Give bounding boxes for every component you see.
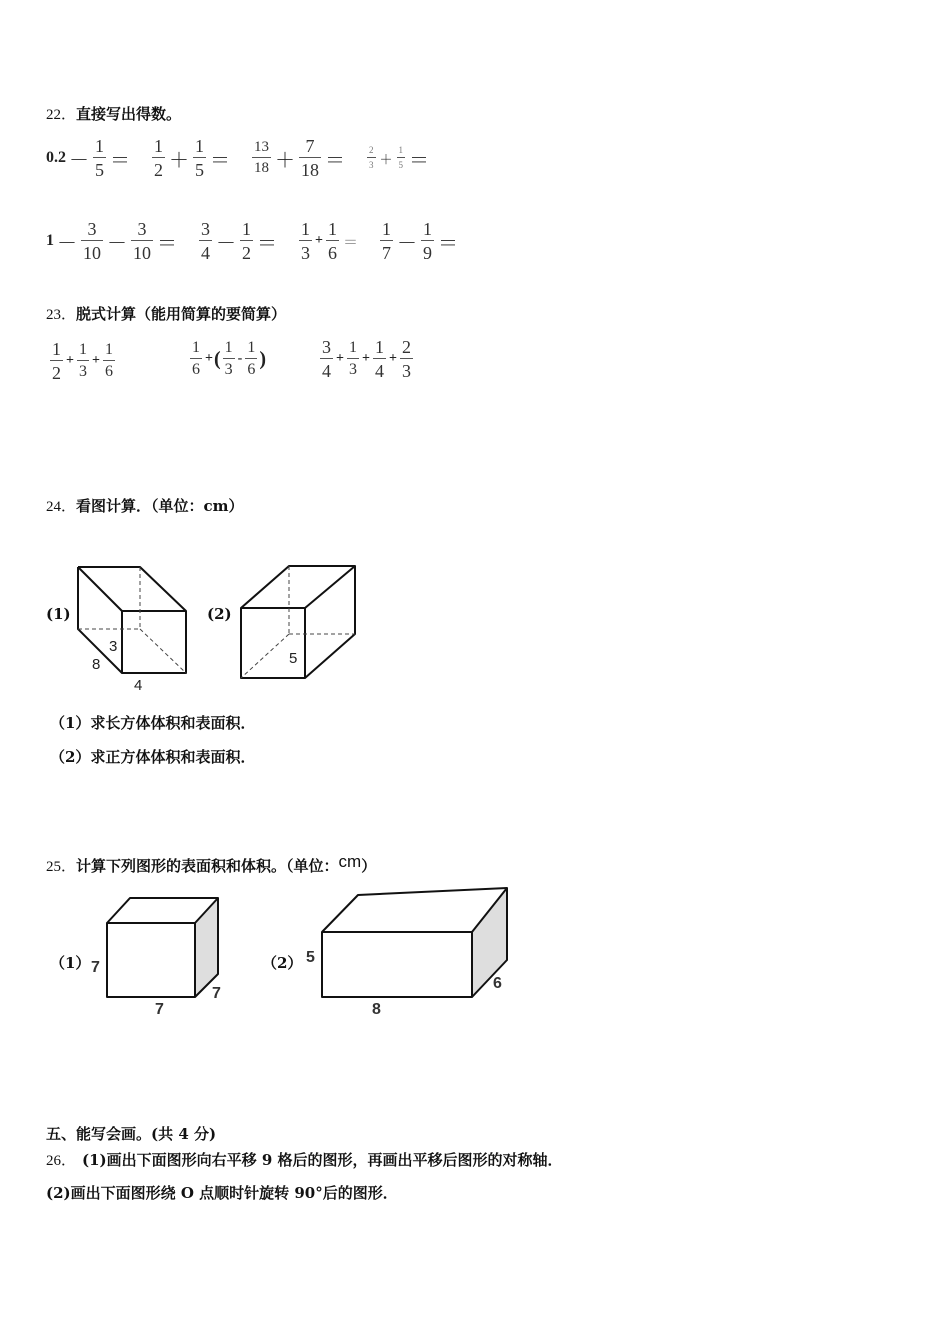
- fraction: $\frac{1}{3}$: [348, 339, 357, 378]
- equals: ＝: [210, 149, 230, 172]
- cube-solid-edges: [241, 566, 355, 678]
- dim-width: 6: [493, 975, 502, 992]
- equals: ＝: [438, 232, 458, 255]
- fraction: $\frac{1}{6}$: [247, 339, 256, 378]
- dim-width: 8: [92, 656, 101, 673]
- q26-line1: [46, 1149, 563, 1170]
- fraction: $\frac{1}{3}$: [78, 341, 87, 380]
- lead-number: 0.2: [46, 149, 66, 166]
- paren-left: (: [213, 347, 221, 370]
- q23-expr-3: [318, 338, 415, 380]
- q26-number: 26．: [46, 1153, 77, 1169]
- fraction: $\frac{1}{2}$: [52, 339, 61, 383]
- fraction: $\frac{1}{3}$: [224, 339, 233, 378]
- operator: －: [57, 232, 77, 255]
- dim-edge: 5: [289, 650, 298, 667]
- q23-expr-1: [48, 340, 117, 382]
- q25-title: [46, 852, 377, 876]
- q22-item-6: [197, 220, 279, 262]
- q24-title-text: 看图计算．（单位：cm）: [76, 497, 244, 515]
- operator: +: [315, 233, 323, 248]
- dim-height: 5: [306, 949, 315, 966]
- q22-item-1: [46, 137, 132, 179]
- q22-item-8: [378, 220, 460, 262]
- operator: ＋: [275, 149, 295, 172]
- q23-number: 23．: [46, 307, 77, 323]
- operator: ＋: [379, 151, 393, 167]
- fraction: $\frac{1}{3}$: [301, 219, 310, 263]
- operator: －: [107, 232, 127, 255]
- q24-sub2: （2）求正方体体积和表面积．: [50, 748, 256, 766]
- q25-fig2-label: （2）: [262, 954, 303, 972]
- q24-title: [46, 495, 244, 516]
- operator: +: [205, 351, 213, 366]
- q26-line1-text: (1)画出下面图形向右平移 9 格后的图形，再画出平移后图形的对称轴．: [82, 1151, 563, 1169]
- q26-line2: (2)画出下面图形绕 O 点顺时针旋转 90°后的图形．: [46, 1184, 398, 1202]
- q25-close: ）: [361, 857, 377, 875]
- q25-title-text: 计算下列图形的表面积和体积。（单位：: [76, 857, 339, 875]
- dim-length: 7: [155, 1001, 164, 1018]
- fraction: $\frac{1}{2}$: [154, 136, 163, 180]
- q25-cuboid-figure: [300, 880, 525, 1020]
- fraction: $\frac{3}{4}$: [201, 219, 210, 263]
- q22-item-4: [365, 144, 431, 173]
- operator: +: [66, 353, 74, 368]
- q25-unit: cm: [338, 852, 362, 871]
- fraction: $\frac{1}{9}$: [423, 219, 432, 263]
- q22-row2: [46, 220, 478, 262]
- equals: ＝: [342, 234, 358, 251]
- q22-title-text: 直接写出得数。: [76, 105, 182, 123]
- q23-expr-2: [188, 340, 266, 378]
- q22-row1: [46, 137, 449, 179]
- operator: -: [237, 351, 243, 366]
- q24-sub1: （1）求长方体体积和表面积．: [50, 714, 256, 732]
- operator: －: [216, 232, 236, 255]
- operator: －: [69, 149, 89, 172]
- fraction: $\frac{3}{10}$: [83, 219, 101, 263]
- q22-item-2: [150, 137, 232, 179]
- equals: ＝: [409, 149, 430, 172]
- dim-length: 4: [134, 677, 143, 694]
- fraction: $\frac{7}{18}$: [301, 136, 319, 180]
- fraction: $\frac{1}{5}$: [95, 136, 104, 180]
- fraction: $\frac{3}{4}$: [322, 337, 331, 381]
- fraction: $\frac{1}{2}$: [242, 219, 251, 263]
- q23-title-text: 脱式计算（能用简算的要简算）: [76, 305, 287, 323]
- q25-number: 25．: [46, 859, 77, 875]
- q25-cube-figure: [85, 890, 235, 1020]
- side-face-shade: [195, 898, 218, 997]
- fraction: $\frac{1}{4}$: [374, 337, 384, 381]
- q24-fig1-label: (1): [46, 605, 71, 623]
- fraction: $\frac{1}{6}$: [327, 219, 337, 263]
- fraction: $\frac{2}{3}$: [401, 337, 411, 381]
- fraction: $\frac{2}{3}$: [369, 145, 374, 170]
- dim-length: 8: [372, 1001, 381, 1018]
- operator: －: [397, 232, 417, 255]
- q22-item-3: [250, 137, 347, 179]
- operator: ＋: [169, 149, 189, 172]
- fraction: $\frac{1}{5}$: [398, 145, 404, 170]
- q23-title: [46, 303, 286, 324]
- q25-fig1-label: （1）: [50, 954, 91, 972]
- fraction: $\frac{1}{7}$: [382, 219, 391, 263]
- fraction: $\frac{13}{18}$: [254, 139, 269, 176]
- q24-fig2-label: (2): [207, 605, 232, 623]
- operator: +: [91, 353, 100, 368]
- equals: ＝: [257, 232, 277, 255]
- dim-height: 3: [109, 638, 118, 655]
- equals: ＝: [110, 149, 130, 172]
- operator: +: [361, 351, 370, 366]
- lead-number: 1: [46, 232, 54, 249]
- equals: ＝: [325, 149, 345, 172]
- fraction: $\frac{1}{6}$: [192, 339, 200, 378]
- q24-number: 24．: [46, 499, 77, 515]
- paren-right: ): [259, 347, 266, 370]
- section-5-title: 五、能写会画。(共 4 分): [46, 1125, 217, 1143]
- fraction: $\frac{1}{6}$: [104, 341, 113, 380]
- cube-hidden-edges: [241, 566, 355, 678]
- dim-width: 7: [212, 985, 221, 1002]
- operator: +: [336, 351, 344, 366]
- q22-item-5: [46, 220, 179, 262]
- dim-height: 7: [91, 959, 100, 976]
- q22-item-7: [297, 220, 360, 262]
- fraction: $\frac{1}{5}$: [195, 136, 204, 180]
- q22-title: [46, 103, 181, 124]
- q22-number: 22．: [46, 107, 77, 123]
- operator: +: [388, 351, 397, 366]
- q24-cuboid-figure: [70, 555, 200, 695]
- equals: ＝: [157, 232, 177, 255]
- q24-cube-figure: [235, 560, 365, 685]
- fraction: $\frac{3}{10}$: [133, 219, 151, 263]
